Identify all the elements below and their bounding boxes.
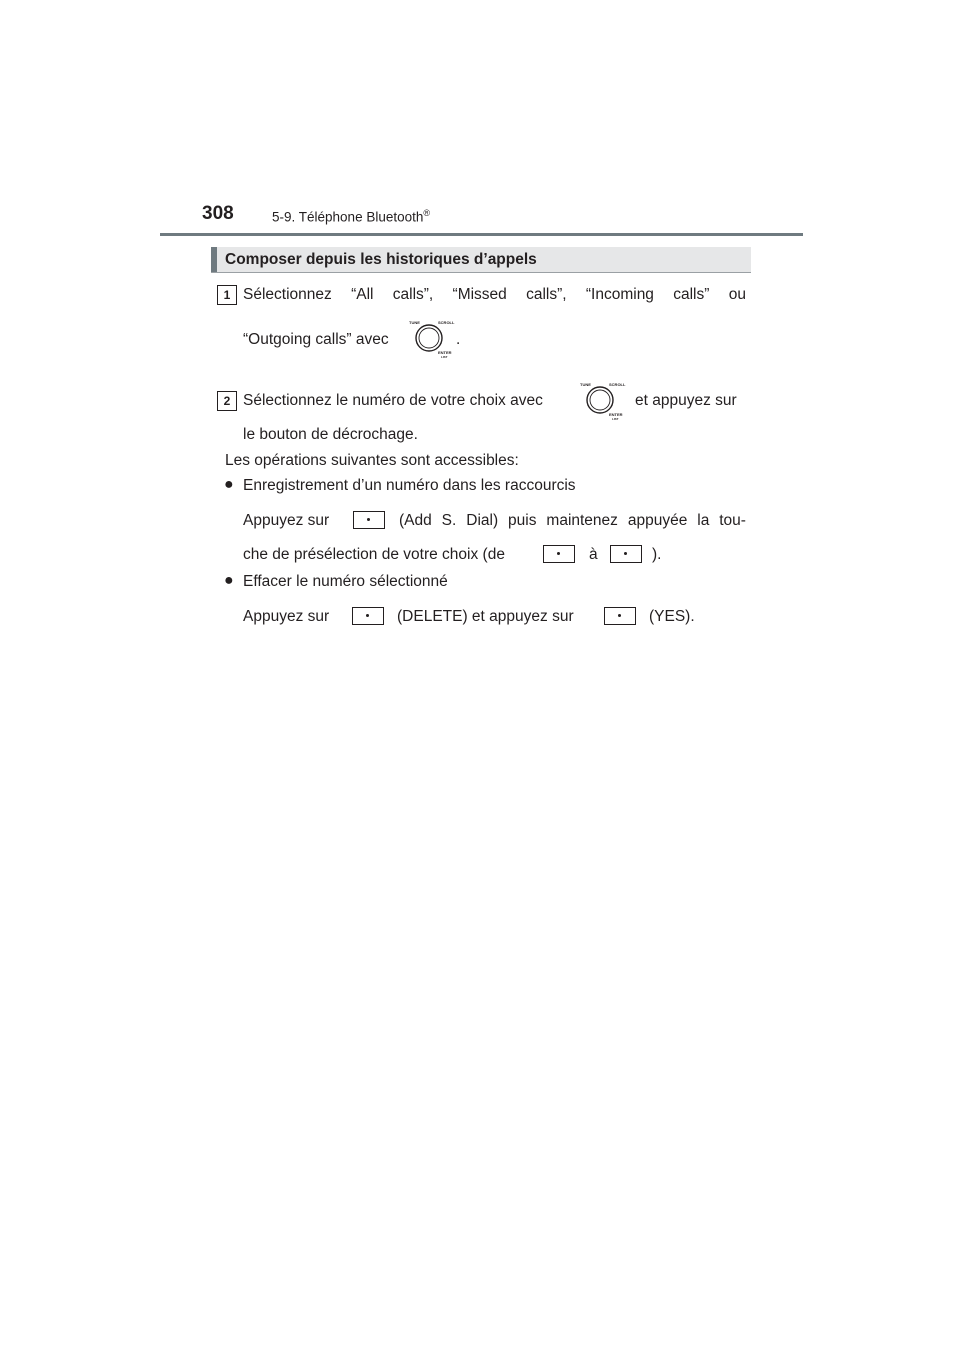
op-1-title: Enregistrement d’un numéro dans les raccourcis: [243, 477, 576, 494]
tune-scroll-knob-icon: [407, 318, 455, 359]
section-header: [272, 208, 430, 225]
word: Dial): [466, 512, 499, 529]
word: la: [697, 512, 710, 529]
op-1-line-1-after: [399, 512, 746, 530]
word: “Incoming: [585, 286, 654, 303]
knob-list-label: LIST: [612, 417, 619, 421]
step-1-line-2-before: “Outgoing calls” avec: [243, 331, 389, 348]
knob-scroll-label: SCROLL: [438, 320, 455, 325]
yes-key-icon: [604, 607, 636, 625]
knob-scroll-label: SCROLL: [609, 382, 626, 387]
word: S.: [441, 512, 457, 529]
word: ou: [728, 286, 746, 303]
step-2-line-1-after: et appuyez sur: [635, 392, 737, 409]
word: puis: [508, 512, 537, 529]
operations-intro: Les opérations suivantes sont accessibles:: [225, 452, 519, 469]
word: Sélectionnez: [243, 286, 332, 303]
op-2-title: Effacer le numéro sélectionné: [243, 573, 448, 590]
preset-key-first-icon: [543, 545, 575, 563]
op-2-line-1-mid: (DELETE) et appuyez sur: [397, 608, 574, 625]
knob-tune-label: TUNE: [409, 320, 420, 325]
preset-key-last-icon: [610, 545, 642, 563]
op-1-line-2-before: che de présélection de votre choix (de: [243, 546, 505, 563]
bullet-icon: ●: [224, 572, 234, 589]
step-2-badge: 2: [217, 391, 237, 411]
word: “All: [351, 286, 374, 303]
bullet-icon: ●: [224, 476, 234, 493]
page-number: 308: [202, 203, 234, 224]
page-title: Composer depuis les historiques d’appels: [225, 251, 537, 268]
knob-list-label: LIST: [441, 355, 448, 359]
step-1-badge: 1: [217, 285, 237, 305]
word: calls”,: [526, 286, 567, 303]
knob-enter-label: ENTER: [609, 412, 623, 417]
step-2-line-1-before: Sélectionnez le numéro de votre choix avec: [243, 392, 543, 409]
word: maintenez: [546, 512, 618, 529]
step-1-line-1: [243, 286, 746, 304]
word: appuyée: [627, 512, 688, 529]
section-title: 5-9. Téléphone Bluetooth: [272, 209, 424, 225]
step-2-line-2: le bouton de décrochage.: [243, 426, 418, 443]
header-rule: [160, 233, 803, 236]
step-1-line-2-after: .: [456, 331, 461, 348]
add-speed-dial-key-icon: [353, 511, 385, 529]
word: calls”: [673, 286, 710, 303]
word: calls”,: [392, 286, 434, 303]
knob-enter-label: ENTER: [438, 350, 452, 355]
op-2-line-1-before: Appuyez sur: [243, 608, 330, 625]
op-2-line-1-after: (YES).: [649, 608, 695, 625]
title-bar: [211, 247, 751, 273]
op-1-line-2-after: ).: [652, 546, 662, 563]
word: “Missed: [452, 286, 507, 303]
knob-tune-label: TUNE: [580, 382, 591, 387]
op-1-line-2-mid: à: [589, 546, 598, 563]
word: (Add: [399, 512, 432, 529]
delete-key-icon: [352, 607, 384, 625]
registered-mark: ®: [423, 208, 431, 218]
op-1-line-1-before: Appuyez sur: [243, 512, 330, 529]
word: tou-: [719, 512, 746, 529]
title-accent: [211, 247, 217, 272]
tune-scroll-knob-icon: [578, 380, 626, 421]
